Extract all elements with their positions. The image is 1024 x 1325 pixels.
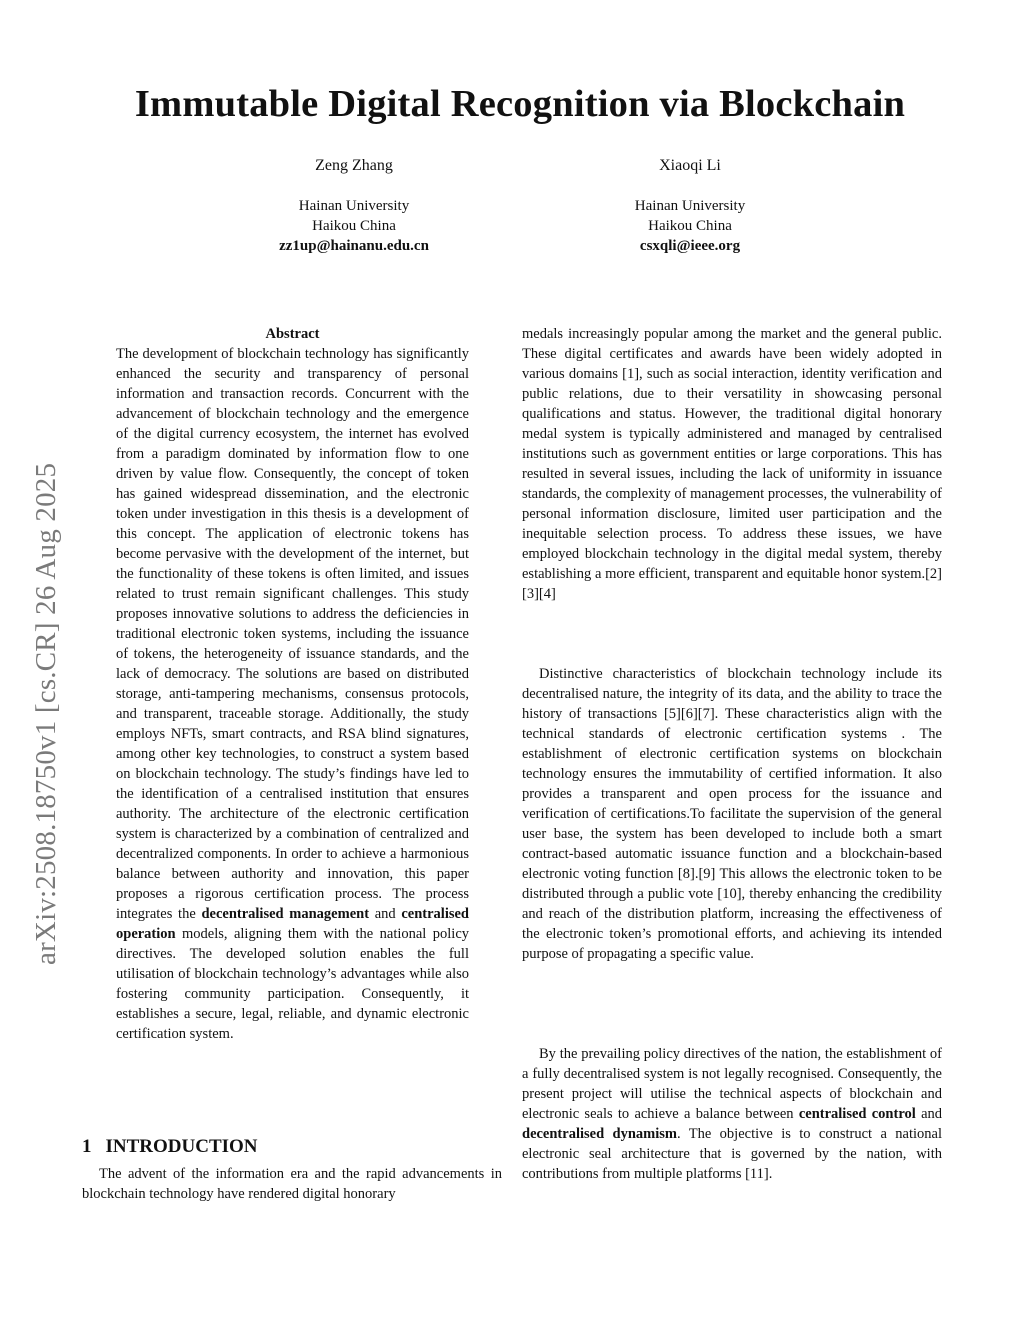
intro-p3-text-3: . The objective is to construct a national electronic seal architecture that is governed by the nation, with contributions from multiple platforms [11]. [522,1126,942,1182]
abstract-bold-1: decentralised management [201,906,370,922]
abstract-bold-2: centralised operation [116,906,469,942]
intro-p1-cont-text: medals increasingly popular among the market and the general public. These digital certificates and awards have been widely adopted in various domains [1], such as social interaction, identity verification and public relations, due to their versatility in showcasing personal qualifications and status. However, the traditional digital honorary medal system is typically administered and managed by centralised institutions such as government entities or large corporations. This has resulted in several issues, including the lack of uniformity in issuance standards, the complexity of management processes, the vulnerability of personal information disclosure, limited user participation and the inequitable selection process. To address these issues, we have employed blockchain technology in the digital medal system, thereby establishing a more efficient, transparent and equitable honor system.[2][3][4] [522,326,942,602]
intro-p3-text-2: and [915,1106,943,1122]
abstract [116,324,469,1044]
author-name: Zeng Zhang [315,157,393,174]
intro-paragraph-1-start [82,1164,502,1204]
intro-paragraph-2 [522,664,942,964]
abstract-text-1: The development of blockchain technology has significantly enhanced the security and transparency of personal information and transaction records. Concurrent with the advancement of blockchain technology and the emergence of the digital currency ecosystem, the internet has evolved from a paradigm dominated by information flow to one driven by value flow. Consequently, the concept of token has gained widespread dissemination, and the electronic token under investigation in this thesis is a development of this concept. The application of electronic tokens has become pervasive with the development of the internet, but the functionality of these tokens is often limited, and issues related to trust remain significant challenges. This study proposes innovative solutions to address the deficiencies in traditional electronic token systems, including the issuance of tokens, the heterogeneity of issuance standards, and the lack of democracy. The solutions are based on distributed storage, anti-tampering mechanisms, consensus protocols, and transparent, traceable storage. Additionally, the study employs NFTs, smart contracts, and RSA blind signatures, among other key technologies, to construct a system based on blockchain technology. The study’s findings have led to the identification of a centralised institution that ensures authority. The architecture of the electronic certification system is characterized by a combination of centralized and decentralized components. In order to achieve a harmonious balance between authority and innovation, this paper proposes a rigorous certification process. The process integrates the [116,346,469,922]
abstract-text [116,344,469,1044]
arxiv-stamp: arXiv:2508.18750v1 [cs.CR] 26 Aug 2025 [30,462,62,965]
author-location: Haikou China [648,218,732,234]
author-email: zz1up@hainanu.edu.cn [279,238,429,254]
author-affiliation: Hainan University [634,198,746,214]
author-block-1 [224,156,484,256]
intro-p1-start-text: The advent of the information era and the rapid advancements in blockchain technology have rendered digital honorary [82,1166,502,1202]
intro-p2-text: Distinctive characteristics of blockchain technology include its decentralised nature, the integrity of its data, and the ability to trace the history of transactions [5][6][7]. These characteristics align with the technical standards of electronic certification systems . The establishment of electronic certification systems on blockchain technology ensures the immutability of certified information. It also provides a transparent and open process for the issuance and verification of certifications.To facilitate the supervision of the general user base, the system has been developed to include both a smart contract-based automatic issuance function and a blockchain-based electronic voting function [8].[9] This allows the electronic token to be distributed through a public vote [10], thereby enhancing the credibility and reach of the distribution platform, increasing the effectiveness of the electronic token’s promotional efforts, and achieving its intended purpose of propagating a specific value. [522,666,942,962]
abstract-text-3: models, aligning them with the national policy directives. The developed solution enables the full utilisation of blockchain technology’s advantages while also fostering community participation. Consequently, it establishes a secure, legal, reliable, and dynamic electronic certification system. [116,926,469,1042]
author-location: Haikou China [312,218,396,234]
intro-p3-text [522,1044,942,1184]
intro-p3-bold-2: decentralised dynamism [522,1126,677,1142]
author-email: csxqli@ieee.org [639,238,741,254]
section-title: INTRODUCTION [105,1136,258,1157]
intro-p3-bold-1: centralised control [798,1106,916,1122]
paper-title: Immutable Digital Recognition via Blockchain [134,83,906,125]
author-name: Xiaoqi Li [659,157,721,174]
author-affiliation: Hainan University [298,198,410,214]
section-number: 1 [82,1136,92,1157]
intro-paragraph-1-continued [522,324,942,604]
abstract-heading: Abstract [265,326,320,342]
intro-paragraph-3 [522,1044,942,1184]
intro-p3-text-1: By the prevailing policy directives of the nation, the establishment of a fully decentralised system is not legally recognised. Consequently, the present project will utilise the technical aspects of blockchain and electronic seals to achieve a balance between [522,1046,942,1122]
abstract-text-2: and [369,906,402,922]
section-heading [82,1136,258,1158]
author-block-2 [560,156,820,256]
